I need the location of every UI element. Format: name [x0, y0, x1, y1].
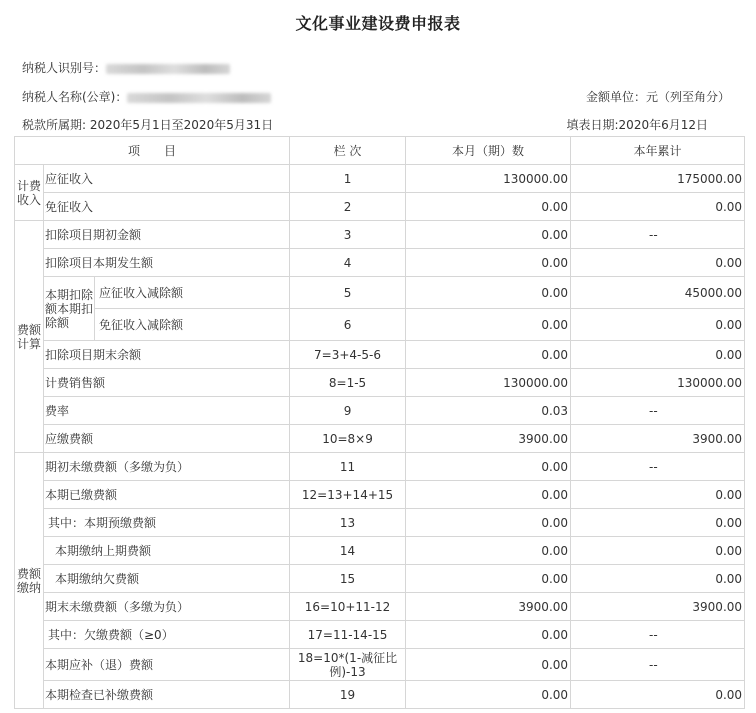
- row-year: 0.00: [571, 565, 745, 593]
- row-item: 应征收入: [44, 165, 290, 193]
- form-title: 文化事业建设费申报表: [295, 14, 461, 33]
- row-month: 130000.00: [406, 369, 571, 397]
- row-col: 10=8×9: [290, 425, 406, 453]
- currency-unit: 金额单位：元（列至角分）: [585, 90, 730, 104]
- row-year: 0.00: [571, 341, 745, 369]
- row-col: 5: [290, 277, 406, 309]
- row-month: 0.00: [406, 681, 571, 709]
- table-row: [15, 481, 745, 509]
- row-month: 0.00: [406, 481, 571, 509]
- row-year: 3900.00: [571, 593, 745, 621]
- row-month: 0.00: [406, 193, 571, 221]
- row-month: 130000.00: [406, 165, 571, 193]
- row-month: 0.00: [406, 309, 571, 341]
- row-year: 0.00: [571, 249, 745, 277]
- row-month: 0.00: [406, 621, 571, 649]
- row-col: 13: [290, 509, 406, 537]
- row-month: 3900.00: [406, 593, 571, 621]
- taxpayer-name-label: 纳税人名称(公章)：: [22, 90, 128, 104]
- row-item: 扣除项目本期发生额: [44, 249, 290, 277]
- row-year: --: [571, 221, 745, 249]
- row-col: 12=13+14+15: [290, 481, 406, 509]
- row-year: 0.00: [571, 309, 745, 341]
- table-row: [15, 593, 745, 621]
- row-col: 7=3+4-5-6: [290, 341, 406, 369]
- table-row: [15, 565, 745, 593]
- fill-date: 填表日期:2020年6月12日: [566, 118, 708, 132]
- taxpayer-name-row: [22, 88, 271, 105]
- row-item: 本期缴纳欠费额: [44, 565, 290, 593]
- table-row: [15, 453, 745, 481]
- table-row: [15, 193, 745, 221]
- row-item: 期初未缴费额（多缴为负）: [44, 453, 290, 481]
- fee-declaration-table: [14, 136, 745, 709]
- table-row: [15, 277, 745, 309]
- row-year: 130000.00: [571, 369, 745, 397]
- row-col: 8=1-5: [290, 369, 406, 397]
- group-pay: 费额缴纳: [15, 453, 44, 709]
- row-item: 本期已缴费额: [44, 481, 290, 509]
- row-col: 16=10+11-12: [290, 593, 406, 621]
- row-month: 0.00: [406, 649, 571, 681]
- redacted-taxpayer-name: [127, 93, 271, 103]
- header-year-total: 本年累计: [571, 137, 745, 165]
- header-item: 项 目: [15, 137, 290, 165]
- table-row: [15, 621, 745, 649]
- table-row: [15, 681, 745, 709]
- table-row: [15, 221, 745, 249]
- row-item: 应缴费额: [44, 425, 290, 453]
- header-current-month: 本月（期）数: [406, 137, 571, 165]
- row-item: 其中：欠缴费额（≥0）: [44, 621, 290, 649]
- row-item: 期末未缴费额（多缴为负）: [44, 593, 290, 621]
- table-row: [15, 309, 745, 341]
- row-month: 0.00: [406, 341, 571, 369]
- row-item: 应征收入减除额: [95, 277, 290, 309]
- row-item: 本期应补（退）费额: [44, 649, 290, 681]
- row-item: 扣除项目期初金额: [44, 221, 290, 249]
- row-col: 11: [290, 453, 406, 481]
- table-header-row: [15, 137, 745, 165]
- row-year: --: [571, 397, 745, 425]
- row-year: --: [571, 621, 745, 649]
- table-row: [15, 341, 745, 369]
- row-item: 免征收入减除额: [95, 309, 290, 341]
- row-year: 45000.00: [571, 277, 745, 309]
- row-month: 0.00: [406, 277, 571, 309]
- table-row: [15, 165, 745, 193]
- table-row: [15, 369, 745, 397]
- row-month: 3900.00: [406, 425, 571, 453]
- row-item: 本期检查已补缴费额: [44, 681, 290, 709]
- table-row: [15, 649, 745, 681]
- row-month: 0.00: [406, 453, 571, 481]
- row-col: 14: [290, 537, 406, 565]
- row-year: 0.00: [571, 509, 745, 537]
- row-year: --: [571, 453, 745, 481]
- group-calc: 费额计算: [15, 221, 44, 453]
- taxpayer-id-row: [22, 59, 230, 76]
- row-year: 175000.00: [571, 165, 745, 193]
- tax-period: 税款所属期: 2020年5月1日至2020年5月31日: [22, 118, 274, 132]
- table-row: [15, 397, 745, 425]
- row-year: 0.00: [571, 537, 745, 565]
- table-row: [15, 509, 745, 537]
- sub-group-deduction: 本期扣除额本期扣除额: [44, 277, 95, 341]
- row-col: 2: [290, 193, 406, 221]
- row-year: 0.00: [571, 481, 745, 509]
- row-month: 0.03: [406, 397, 571, 425]
- row-month: 0.00: [406, 537, 571, 565]
- row-item: 免征收入: [44, 193, 290, 221]
- row-col: 4: [290, 249, 406, 277]
- row-item: 扣除项目期末余额: [44, 341, 290, 369]
- row-year: 0.00: [571, 193, 745, 221]
- row-col: 17=11-14-15: [290, 621, 406, 649]
- row-item: 费率: [44, 397, 290, 425]
- row-col: 9: [290, 397, 406, 425]
- table-row: [15, 425, 745, 453]
- taxpayer-id-label: 纳税人识别号：: [22, 61, 107, 75]
- row-item: 计费销售额: [44, 369, 290, 397]
- row-year: 3900.00: [571, 425, 745, 453]
- group-income: 计费收入: [15, 165, 44, 221]
- header-column-no: 栏 次: [290, 137, 406, 165]
- redacted-taxpayer-id: [106, 64, 230, 74]
- row-col: 6: [290, 309, 406, 341]
- row-col: 18=10*(1-减征比例)-13: [290, 649, 406, 681]
- row-month: 0.00: [406, 509, 571, 537]
- row-month: 0.00: [406, 565, 571, 593]
- table-row: [15, 249, 745, 277]
- table-row: [15, 537, 745, 565]
- row-year: 0.00: [571, 681, 745, 709]
- row-col: 19: [290, 681, 406, 709]
- row-col: 1: [290, 165, 406, 193]
- row-month: 0.00: [406, 221, 571, 249]
- row-col: 3: [290, 221, 406, 249]
- row-month: 0.00: [406, 249, 571, 277]
- row-year: --: [571, 649, 745, 681]
- row-item: 其中：本期预缴费额: [44, 509, 290, 537]
- row-col: 15: [290, 565, 406, 593]
- row-item: 本期缴纳上期费额: [44, 537, 290, 565]
